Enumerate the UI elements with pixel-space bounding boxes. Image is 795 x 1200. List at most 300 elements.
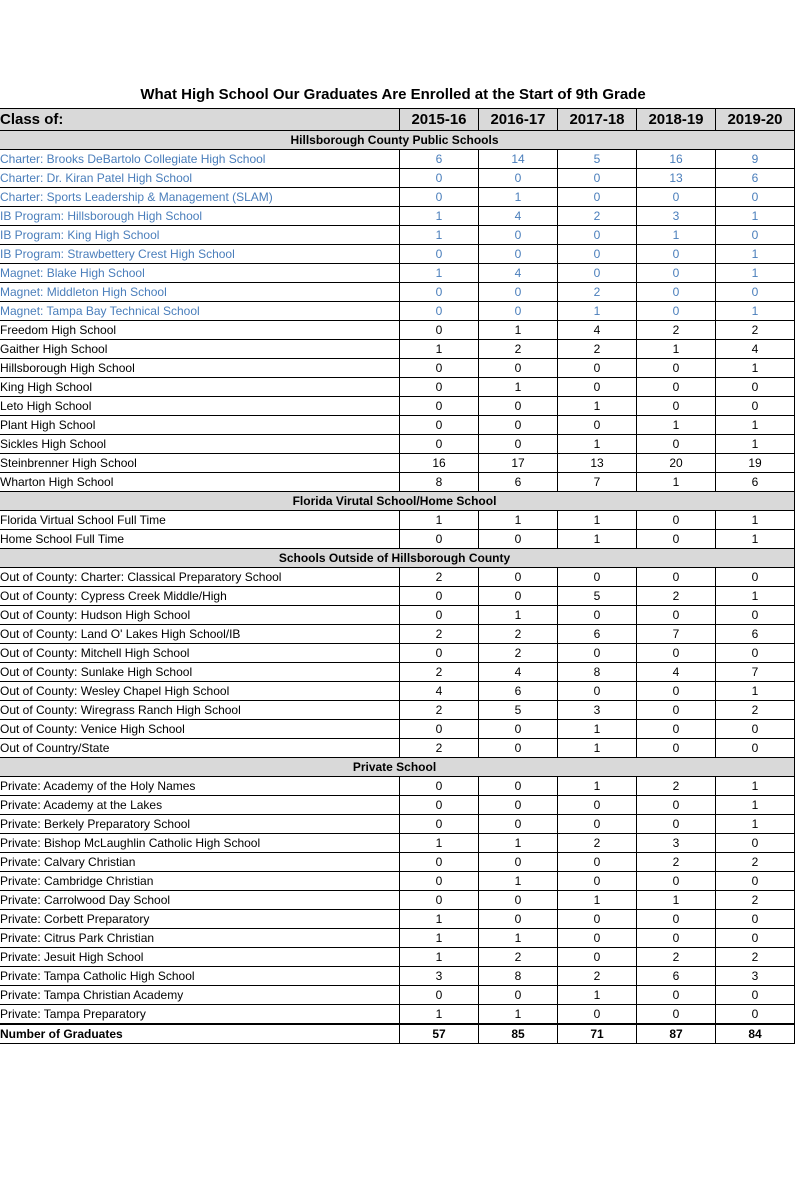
count-cell: 1 — [558, 530, 637, 549]
count-cell: 0 — [637, 378, 716, 397]
count-cell: 0 — [400, 188, 479, 207]
school-name: Private: Berkely Preparatory School — [0, 815, 400, 834]
count-cell: 0 — [716, 872, 795, 891]
count-cell: 1 — [400, 207, 479, 226]
count-cell: 2 — [479, 644, 558, 663]
school-name: Out of County: Wesley Chapel High School — [0, 682, 400, 701]
school-name: Private: Bishop McLaughlin Catholic High School — [0, 834, 400, 853]
count-cell: 0 — [479, 245, 558, 264]
count-cell: 5 — [558, 150, 637, 169]
count-cell: 7 — [558, 473, 637, 492]
count-cell: 1 — [716, 587, 795, 606]
count-cell: 4 — [479, 264, 558, 283]
count-cell: 2 — [400, 625, 479, 644]
count-cell: 0 — [558, 568, 637, 587]
count-cell: 0 — [716, 606, 795, 625]
table-row — [0, 606, 795, 625]
count-cell: 2 — [558, 207, 637, 226]
count-cell: 2 — [558, 834, 637, 853]
count-cell: 0 — [637, 435, 716, 454]
enrollment-table — [0, 108, 795, 1044]
count-cell: 16 — [400, 454, 479, 473]
school-name: Out of County: Wiregrass Ranch High School — [0, 701, 400, 720]
count-cell: 0 — [400, 302, 479, 321]
count-cell: 0 — [716, 720, 795, 739]
total-cell: 57 — [400, 1024, 479, 1044]
count-cell: 2 — [637, 853, 716, 872]
count-cell: 2 — [400, 663, 479, 682]
count-cell: 1 — [479, 511, 558, 530]
count-cell: 0 — [558, 872, 637, 891]
table-row — [0, 321, 795, 340]
count-cell: 0 — [479, 853, 558, 872]
count-cell: 0 — [637, 644, 716, 663]
count-cell: 6 — [479, 682, 558, 701]
count-cell: 13 — [637, 169, 716, 188]
school-name: Steinbrenner High School — [0, 454, 400, 473]
count-cell: 2 — [558, 340, 637, 359]
count-cell: 0 — [400, 777, 479, 796]
count-cell: 0 — [637, 359, 716, 378]
count-cell: 4 — [716, 340, 795, 359]
school-name: Private: Jesuit High School — [0, 948, 400, 967]
count-cell: 3 — [400, 967, 479, 986]
school-name: Out of County: Sunlake High School — [0, 663, 400, 682]
count-cell: 0 — [716, 188, 795, 207]
count-cell: 0 — [558, 910, 637, 929]
count-cell: 0 — [637, 283, 716, 302]
count-cell: 0 — [400, 435, 479, 454]
count-cell: 0 — [400, 891, 479, 910]
count-cell: 0 — [637, 188, 716, 207]
school-name: Private: Academy at the Lakes — [0, 796, 400, 815]
count-cell: 1 — [400, 340, 479, 359]
count-cell: 14 — [479, 150, 558, 169]
count-cell: 0 — [400, 606, 479, 625]
school-name: Out of County: Cypress Creek Middle/High — [0, 587, 400, 606]
school-name: Private: Citrus Park Christian — [0, 929, 400, 948]
count-cell: 0 — [716, 568, 795, 587]
count-cell: 0 — [558, 682, 637, 701]
table-row — [0, 245, 795, 264]
count-cell: 6 — [558, 625, 637, 644]
count-cell: 0 — [716, 378, 795, 397]
school-name: Sickles High School — [0, 435, 400, 454]
count-cell: 0 — [400, 321, 479, 340]
count-cell: 0 — [400, 815, 479, 834]
table-row — [0, 853, 795, 872]
table-row — [0, 207, 795, 226]
count-cell: 0 — [400, 416, 479, 435]
count-cell: 0 — [637, 530, 716, 549]
school-name: Plant High School — [0, 416, 400, 435]
table-row — [0, 891, 795, 910]
count-cell: 1 — [637, 891, 716, 910]
total-cell: 84 — [716, 1024, 795, 1044]
school-name: Out of County: Charter: Classical Preparatory School — [0, 568, 400, 587]
count-cell: 4 — [479, 663, 558, 682]
count-cell: 6 — [400, 150, 479, 169]
count-cell: 0 — [637, 245, 716, 264]
count-cell: 0 — [716, 986, 795, 1005]
section-header-row — [0, 131, 795, 150]
count-cell: 1 — [716, 416, 795, 435]
table-row — [0, 929, 795, 948]
count-cell: 1 — [716, 815, 795, 834]
count-cell: 0 — [558, 853, 637, 872]
count-cell: 1 — [558, 891, 637, 910]
table-row — [0, 302, 795, 321]
count-cell: 1 — [558, 435, 637, 454]
count-cell: 1 — [479, 321, 558, 340]
count-cell: 0 — [637, 511, 716, 530]
count-cell: 4 — [558, 321, 637, 340]
count-cell: 0 — [400, 853, 479, 872]
count-cell: 0 — [400, 986, 479, 1005]
school-name: IB Program: Hillsborough High School — [0, 207, 400, 226]
count-cell: 1 — [558, 986, 637, 1005]
section-title: Florida Virutal School/Home School — [0, 492, 795, 511]
count-cell: 0 — [558, 815, 637, 834]
count-cell: 0 — [479, 796, 558, 815]
count-cell: 0 — [716, 226, 795, 245]
school-name: Private: Cambridge Christian — [0, 872, 400, 891]
table-row — [0, 454, 795, 473]
table-row — [0, 530, 795, 549]
year-header: 2018-19 — [637, 109, 716, 131]
school-name: Florida Virtual School Full Time — [0, 511, 400, 530]
year-header: 2016-17 — [479, 109, 558, 131]
count-cell: 0 — [637, 739, 716, 758]
count-cell: 19 — [716, 454, 795, 473]
count-cell: 7 — [637, 625, 716, 644]
count-cell: 2 — [637, 777, 716, 796]
count-cell: 0 — [400, 245, 479, 264]
year-header: 2019-20 — [716, 109, 795, 131]
count-cell: 5 — [479, 701, 558, 720]
count-cell: 6 — [716, 169, 795, 188]
count-cell: 1 — [400, 1005, 479, 1025]
table-row — [0, 834, 795, 853]
count-cell: 0 — [479, 587, 558, 606]
count-cell: 0 — [558, 245, 637, 264]
count-cell: 0 — [479, 416, 558, 435]
count-cell: 2 — [637, 321, 716, 340]
count-cell: 1 — [479, 929, 558, 948]
table-row — [0, 283, 795, 302]
count-cell: 0 — [558, 378, 637, 397]
total-label: Number of Graduates — [0, 1024, 400, 1044]
count-cell: 0 — [716, 283, 795, 302]
count-cell: 1 — [400, 834, 479, 853]
count-cell: 5 — [558, 587, 637, 606]
count-cell: 2 — [716, 321, 795, 340]
count-cell: 1 — [637, 340, 716, 359]
table-row — [0, 948, 795, 967]
table-row — [0, 169, 795, 188]
count-cell: 1 — [716, 435, 795, 454]
table-row — [0, 378, 795, 397]
count-cell: 0 — [716, 1005, 795, 1025]
school-name: Home School Full Time — [0, 530, 400, 549]
count-cell: 0 — [479, 226, 558, 245]
count-cell: 8 — [400, 473, 479, 492]
table-row — [0, 644, 795, 663]
school-name: Charter: Dr. Kiran Patel High School — [0, 169, 400, 188]
count-cell: 0 — [637, 606, 716, 625]
count-cell: 2 — [400, 568, 479, 587]
count-cell: 2 — [479, 340, 558, 359]
count-cell: 0 — [479, 910, 558, 929]
section-title: Schools Outside of Hillsborough County — [0, 549, 795, 568]
count-cell: 1 — [400, 910, 479, 929]
count-cell: 6 — [716, 473, 795, 492]
count-cell: 0 — [400, 796, 479, 815]
count-cell: 1 — [400, 511, 479, 530]
count-cell: 2 — [716, 948, 795, 967]
count-cell: 1 — [716, 207, 795, 226]
count-cell: 2 — [479, 948, 558, 967]
school-name: Freedom High School — [0, 321, 400, 340]
table-row — [0, 1005, 795, 1025]
count-cell: 0 — [558, 929, 637, 948]
table-row — [0, 473, 795, 492]
school-name: Leto High School — [0, 397, 400, 416]
count-cell: 8 — [558, 663, 637, 682]
table-row — [0, 872, 795, 891]
total-cell: 87 — [637, 1024, 716, 1044]
count-cell: 4 — [479, 207, 558, 226]
table-row — [0, 359, 795, 378]
count-cell: 0 — [479, 359, 558, 378]
school-name: Charter: Sports Leadership & Management (SLAM) — [0, 188, 400, 207]
school-name: Private: Tampa Christian Academy — [0, 986, 400, 1005]
count-cell: 0 — [400, 283, 479, 302]
school-name: Charter: Brooks DeBartolo Collegiate High School — [0, 150, 400, 169]
count-cell: 2 — [637, 587, 716, 606]
school-name: Magnet: Blake High School — [0, 264, 400, 283]
table-row — [0, 625, 795, 644]
count-cell: 9 — [716, 150, 795, 169]
count-cell: 2 — [400, 701, 479, 720]
count-cell: 2 — [558, 967, 637, 986]
count-cell: 0 — [400, 720, 479, 739]
count-cell: 2 — [558, 283, 637, 302]
table-row — [0, 416, 795, 435]
school-name: Private: Calvary Christian — [0, 853, 400, 872]
count-cell: 1 — [400, 264, 479, 283]
year-header: 2017-18 — [558, 109, 637, 131]
count-cell: 0 — [637, 682, 716, 701]
count-cell: 1 — [479, 378, 558, 397]
count-cell: 7 — [716, 663, 795, 682]
section-header-row — [0, 758, 795, 777]
table-row — [0, 587, 795, 606]
class-of-header: Class of: — [0, 109, 400, 131]
count-cell: 0 — [479, 568, 558, 587]
school-name: Out of Country/State — [0, 739, 400, 758]
page-title: What High School Our Graduates Are Enrolled at the Start of 9th Grade — [140, 86, 646, 103]
table-header-row — [0, 109, 795, 131]
count-cell: 2 — [716, 891, 795, 910]
count-cell: 6 — [637, 967, 716, 986]
count-cell: 0 — [558, 1005, 637, 1025]
school-name: Private: Carrolwood Day School — [0, 891, 400, 910]
table-row — [0, 777, 795, 796]
count-cell: 1 — [479, 188, 558, 207]
table-row — [0, 720, 795, 739]
table-row — [0, 511, 795, 530]
count-cell: 4 — [400, 682, 479, 701]
school-name: Out of County: Venice High School — [0, 720, 400, 739]
count-cell: 0 — [479, 815, 558, 834]
count-cell: 6 — [479, 473, 558, 492]
school-name: Private: Corbett Preparatory — [0, 910, 400, 929]
count-cell: 1 — [716, 511, 795, 530]
count-cell: 1 — [716, 302, 795, 321]
count-cell: 0 — [637, 872, 716, 891]
count-cell: 0 — [479, 530, 558, 549]
count-cell: 1 — [400, 226, 479, 245]
count-cell: 2 — [400, 739, 479, 758]
count-cell: 0 — [637, 1005, 716, 1025]
school-name: Out of County: Mitchell High School — [0, 644, 400, 663]
count-cell: 6 — [716, 625, 795, 644]
total-row — [0, 1024, 795, 1044]
table-row — [0, 663, 795, 682]
count-cell: 0 — [400, 530, 479, 549]
count-cell: 1 — [558, 397, 637, 416]
count-cell: 1 — [479, 1005, 558, 1025]
count-cell: 2 — [637, 948, 716, 967]
count-cell: 0 — [400, 872, 479, 891]
total-cell: 85 — [479, 1024, 558, 1044]
school-name: Private: Academy of the Holy Names — [0, 777, 400, 796]
table-row — [0, 967, 795, 986]
school-name: Private: Tampa Catholic High School — [0, 967, 400, 986]
table-row — [0, 568, 795, 587]
school-name: King High School — [0, 378, 400, 397]
count-cell: 13 — [558, 454, 637, 473]
table-row — [0, 226, 795, 245]
count-cell: 0 — [637, 397, 716, 416]
school-name: IB Program: King High School — [0, 226, 400, 245]
count-cell: 0 — [479, 777, 558, 796]
count-cell: 0 — [637, 701, 716, 720]
count-cell: 0 — [558, 169, 637, 188]
school-name: Hillsborough High School — [0, 359, 400, 378]
count-cell: 1 — [558, 720, 637, 739]
count-cell: 0 — [716, 397, 795, 416]
count-cell: 0 — [400, 359, 479, 378]
count-cell: 1 — [400, 929, 479, 948]
count-cell: 0 — [558, 606, 637, 625]
count-cell: 0 — [479, 435, 558, 454]
count-cell: 1 — [637, 416, 716, 435]
section-title: Hillsborough County Public Schools — [0, 131, 795, 150]
school-name: Out of County: Land O' Lakes High School/IB — [0, 625, 400, 644]
table-row — [0, 910, 795, 929]
school-name: Private: Tampa Preparatory — [0, 1005, 400, 1025]
count-cell: 1 — [716, 777, 795, 796]
count-cell: 1 — [558, 739, 637, 758]
count-cell: 1 — [716, 682, 795, 701]
count-cell: 1 — [716, 796, 795, 815]
count-cell: 1 — [558, 511, 637, 530]
count-cell: 0 — [479, 986, 558, 1005]
count-cell: 0 — [479, 169, 558, 188]
count-cell: 0 — [558, 796, 637, 815]
table-row — [0, 435, 795, 454]
count-cell: 0 — [479, 720, 558, 739]
section-title: Private School — [0, 758, 795, 777]
count-cell: 1 — [716, 245, 795, 264]
count-cell: 3 — [558, 701, 637, 720]
count-cell: 0 — [400, 644, 479, 663]
count-cell: 1 — [716, 359, 795, 378]
count-cell: 0 — [400, 378, 479, 397]
count-cell: 1 — [479, 872, 558, 891]
table-row — [0, 188, 795, 207]
count-cell: 0 — [716, 644, 795, 663]
table-row — [0, 701, 795, 720]
count-cell: 0 — [479, 283, 558, 302]
school-name: Gaither High School — [0, 340, 400, 359]
table-row — [0, 150, 795, 169]
count-cell: 0 — [558, 416, 637, 435]
total-cell: 71 — [558, 1024, 637, 1044]
school-name: Magnet: Middleton High School — [0, 283, 400, 302]
table-body — [0, 131, 795, 1044]
count-cell: 0 — [558, 226, 637, 245]
count-cell: 0 — [637, 815, 716, 834]
count-cell: 3 — [637, 834, 716, 853]
count-cell: 0 — [558, 359, 637, 378]
count-cell: 2 — [479, 625, 558, 644]
count-cell: 0 — [400, 397, 479, 416]
count-cell: 0 — [637, 264, 716, 283]
count-cell: 1 — [479, 834, 558, 853]
count-cell: 0 — [400, 169, 479, 188]
count-cell: 0 — [637, 568, 716, 587]
count-cell: 0 — [479, 891, 558, 910]
count-cell: 2 — [716, 701, 795, 720]
count-cell: 0 — [637, 929, 716, 948]
count-cell: 0 — [558, 264, 637, 283]
count-cell: 1 — [716, 530, 795, 549]
count-cell: 0 — [400, 587, 479, 606]
count-cell: 0 — [716, 929, 795, 948]
count-cell: 1 — [479, 606, 558, 625]
table-row — [0, 340, 795, 359]
count-cell: 0 — [479, 739, 558, 758]
count-cell: 3 — [637, 207, 716, 226]
count-cell: 16 — [637, 150, 716, 169]
school-name: Magnet: Tampa Bay Technical School — [0, 302, 400, 321]
table-row — [0, 739, 795, 758]
count-cell: 4 — [637, 663, 716, 682]
year-header: 2015-16 — [400, 109, 479, 131]
count-cell: 0 — [716, 834, 795, 853]
count-cell: 0 — [637, 796, 716, 815]
count-cell: 0 — [558, 948, 637, 967]
count-cell: 0 — [637, 910, 716, 929]
table-row — [0, 796, 795, 815]
count-cell: 2 — [716, 853, 795, 872]
table-row — [0, 397, 795, 416]
count-cell: 1 — [637, 226, 716, 245]
count-cell: 0 — [716, 739, 795, 758]
